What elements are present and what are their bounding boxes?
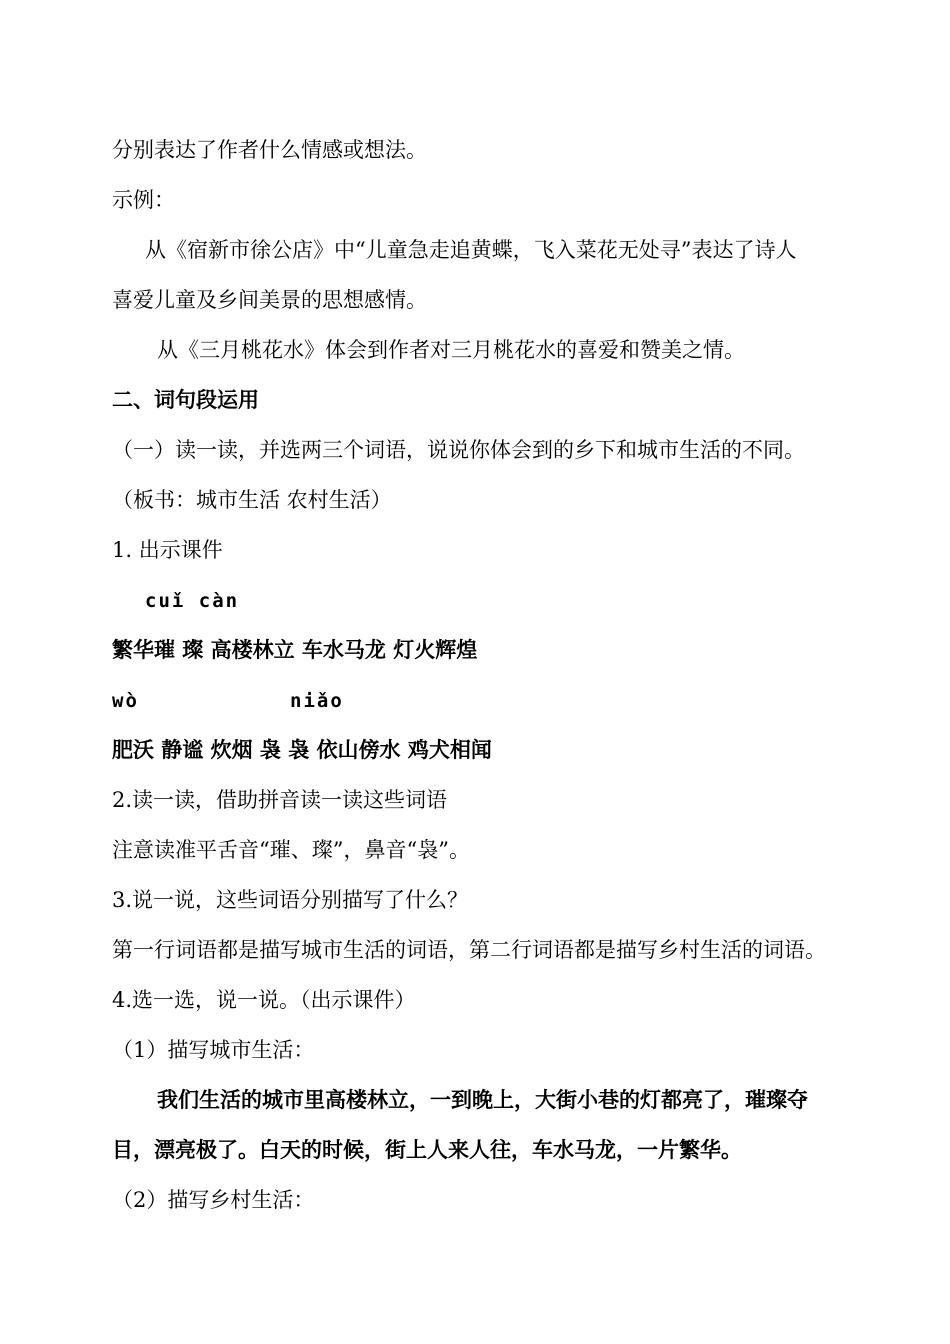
- example-paragraph: 目，漂亮极了。白天的时候，街上人来人往，车水马龙，一片繁华。: [112, 1137, 742, 1162]
- pinyin-annotation: cuǐ càn: [145, 590, 240, 612]
- vocab-row-country: 肥沃 静谧 炊烟 袅 袅 依山傍水 鸡犬相闻: [112, 737, 492, 762]
- text-line: 注意读准平舌音“璀、璨”，鼻音“袅”。: [112, 838, 470, 862]
- pinyin-annotation: niǎo: [290, 690, 344, 712]
- text-line: 3.说一说，这些词语分别描写了什么？: [112, 888, 469, 912]
- text-line: 2.读一读，借助拼音读一读这些词语: [112, 788, 448, 812]
- text-line: 4.选一选，说一说。（出示课件）: [112, 988, 416, 1012]
- text-line: 喜爱儿童及乡间美景的思想感情。: [112, 288, 427, 312]
- text-line: （2）描写乡村生活：: [112, 1188, 315, 1212]
- pinyin-annotation: wò: [112, 690, 139, 712]
- text-line: 从《三月桃花水》体会到作者对三月桃花水的喜爱和赞美之情。: [157, 338, 745, 362]
- text-line: （1）描写城市生活：: [112, 1038, 315, 1062]
- text-line: 第一行词语都是描写城市生活的词语，第二行词语都是描写乡村生活的词语。: [112, 938, 826, 962]
- text-line: （一）读一读，并选两三个词语，说说你体会到的乡下和城市生活的不同。: [112, 438, 805, 462]
- example-paragraph: 我们生活的城市里高楼林立，一到晚上，大街小巷的灯都亮了，璀璨夺: [157, 1087, 808, 1112]
- vocab-row-city: 繁华璀 璨 高楼林立 车水马龙 灯火辉煌: [112, 637, 478, 662]
- section-heading: 二、词句段运用: [112, 388, 259, 412]
- text-line: 分别表达了作者什么情感或想法。: [112, 138, 427, 162]
- text-line: 1. 出示课件: [112, 538, 223, 562]
- text-line: 从《宿新市徐公店》中“儿童急走追黄蝶，飞入菜花无处寻”表达了诗人: [145, 238, 797, 262]
- text-line: （板书：城市生活 农村生活）: [112, 488, 392, 512]
- text-line: 示例：: [112, 188, 175, 212]
